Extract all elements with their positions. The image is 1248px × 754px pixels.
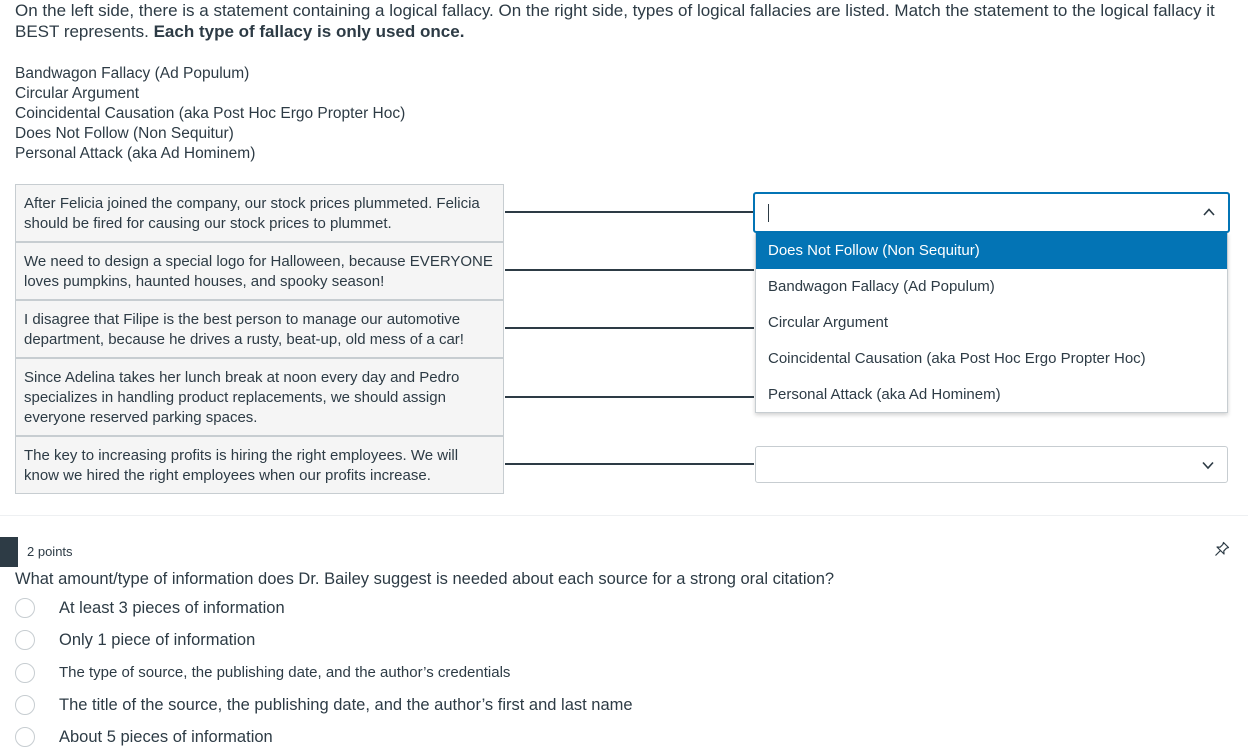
statement-1: After Felicia joined the company, our stock prices plummeted. Felicia should be fired for causing our stock prices to plummet. [15,184,504,242]
statement-3: I disagree that Filipe is the best person to manage our automotive department, because he drives a rusty, beat-up, old mess of a car! [15,300,504,358]
question-text: What amount/type of information does Dr. Bailey suggest is needed about each source for a strong oral citation? [15,570,835,588]
connector-line [505,327,754,329]
match-select-5[interactable] [755,446,1228,483]
statement-5: The key to increasing profits is hiring the right employees. We will know we hired the right employees when our profits increase. [15,436,504,494]
fallacy-list-item: Does Not Follow (Non Sequitur) [15,125,234,142]
instructions-emphasis: Each type of fallacy is only used once. [153,22,465,41]
radio-button[interactable] [15,727,35,747]
radio-button[interactable] [15,695,35,715]
fallacy-list [15,64,615,164]
question-1-instructions [15,0,1230,42]
dropdown-option[interactable]: Circular Argument [768,314,889,331]
fallacy-list-item: Circular Argument [15,85,140,102]
connector-line [505,269,754,271]
dropdown-menu [755,233,1228,413]
statement-2: We need to design a special logo for Halloween, because EVERYONE loves pumpkins, haunted houses, and spooky season! [15,242,504,300]
radio-button[interactable] [15,598,35,618]
connector-line [505,211,754,213]
connector-line [505,463,754,465]
radio-button[interactable] [15,630,35,650]
dropdown-option[interactable]: Coincidental Causation (aka Post Hoc Ergo Propter Hoc) [768,350,1146,367]
pin-icon[interactable] [1213,540,1231,558]
answer-label[interactable]: Only 1 piece of information [59,631,256,649]
answer-label[interactable]: At least 3 pieces of information [59,599,285,617]
question-marker [0,537,18,567]
fallacy-list-item: Personal Attack (aka Ad Hominem) [15,145,256,162]
statement-4: Since Adelina takes her lunch break at noon every day and Pedro specializes in handling product replacements, we should assign everyone reserved parking spaces. [15,358,504,436]
dropdown-option[interactable]: Bandwagon Fallacy (Ad Populum) [768,278,995,295]
question-divider [0,515,1248,516]
fallacy-list-item: Bandwagon Fallacy (Ad Populum) [15,65,250,82]
chevron-up-icon[interactable] [1202,205,1216,219]
fallacy-list-item: Coincidental Causation (aka Post Hoc Ergo Propter Hoc) [15,105,406,122]
radio-button[interactable] [15,663,35,683]
match-select-1[interactable] [753,192,1230,233]
answer-label[interactable]: The type of source, the publishing date, and the author’s credentials [59,664,511,681]
chevron-down-icon[interactable] [1201,458,1215,472]
answer-label[interactable]: The title of the source, the publishing date, and the author’s first and last name [59,696,633,714]
question-points: 2 points [27,544,73,559]
answer-label[interactable]: About 5 pieces of information [59,728,273,746]
connector-line [505,396,754,398]
instructions-text: On the left side, there is a statement containing a logical fallacy. On the right side, types of logical fallacies are listed. Match the statement to the logical fallacy it BEST represents. [15,1,1215,41]
dropdown-option[interactable]: Does Not Follow (Non Sequitur) [756,233,1227,269]
dropdown-option[interactable]: Personal Attack (aka Ad Hominem) [768,386,1001,403]
text-cursor [768,204,769,222]
